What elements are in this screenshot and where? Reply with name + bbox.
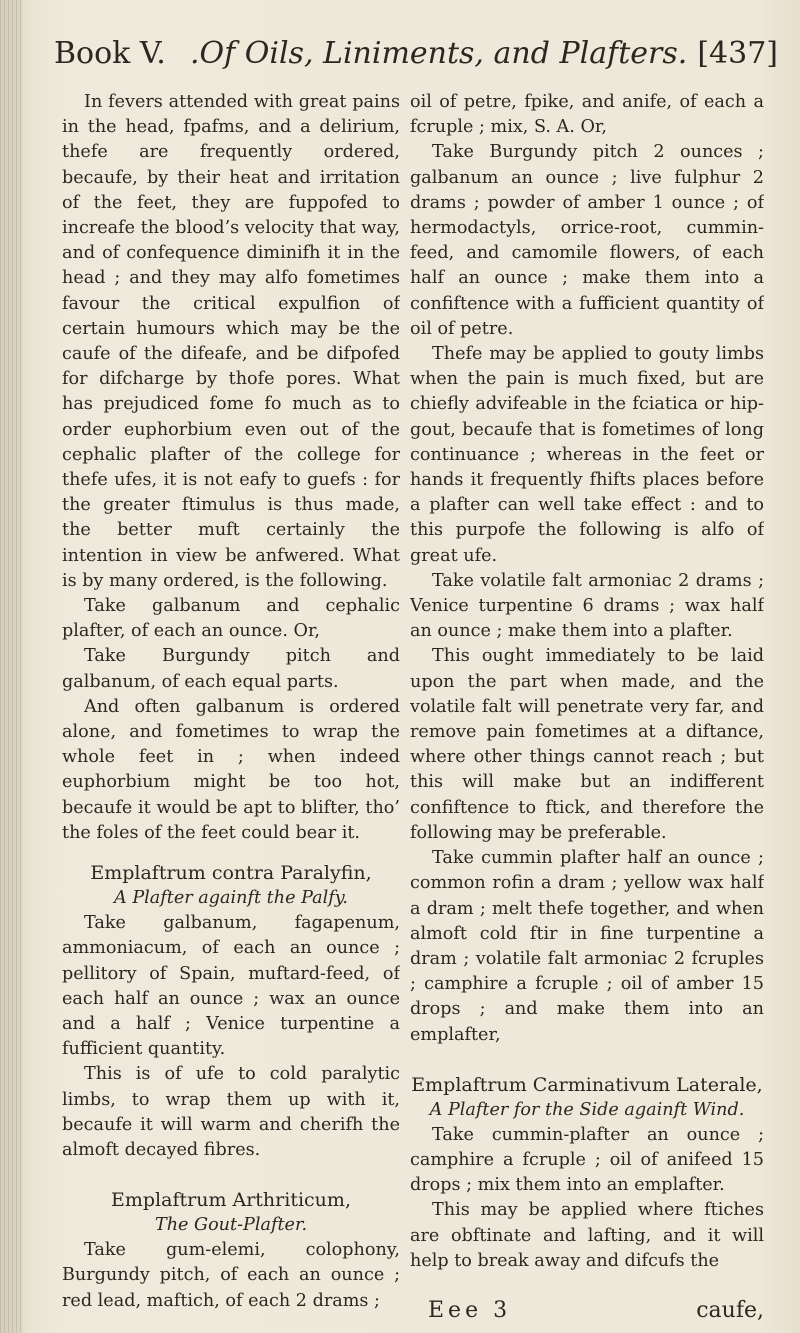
page-gutter-edge bbox=[0, 0, 22, 1333]
book-number: Book V. bbox=[54, 36, 166, 71]
right-column bbox=[410, 90, 764, 1320]
page-number: [437] bbox=[697, 36, 778, 71]
recipe-volatile-salt: Take volatile falt armoniac 2 drams ; Venice turpentine 6 drams ; wax half an ounce ; make them into a plafter. bbox=[410, 570, 764, 642]
recipe-side-plaster: Take cummin-plafter an ounce ; camphire a fcruple ; oil of anifeed 15 drops ; mix them into an emplafter. bbox=[410, 1124, 764, 1196]
left-column bbox=[62, 90, 400, 1320]
heading-carminativum: Emplaftrum Carminativum Laterale, bbox=[411, 1073, 763, 1096]
subheading-palsy-plaster: A Plafter againft the Palfy. bbox=[114, 888, 348, 909]
recipe-continuation: oil of petre, fpike, and anife, of each a fcruple ; mix, S. A. Or, bbox=[410, 92, 764, 138]
recipe-gout-plaster: Take gum-elemi, colophony, Burgundy pitch, of each an ounce ; red lead, maftich, of each 2 drams ; bbox=[62, 1240, 400, 1311]
subheading-gout-plaster: The Gout-Plafter. bbox=[154, 1215, 308, 1236]
running-header bbox=[40, 24, 782, 84]
catchword: caufe, bbox=[696, 1298, 764, 1323]
page-footer bbox=[410, 1296, 764, 1326]
recipe-cummin-plaster: Take cummin plafter half an ounce ; common rofin a dram ; yellow wax half a dram ; melt thefe together, and when almoft cold ftir in fine turpentine a dram ; volatile falt armoniac 2 fcruples ; camphire a fcruple ; oil of amber 15 drops ; and make them into an emplafter, bbox=[410, 848, 764, 1045]
recipe-burgundy-galbanum: Take Burgundy pitch and galbanum, of each equal parts. bbox=[62, 646, 400, 692]
recipe-palsy-plaster: Take galbanum, fagapenum, ammoniacum, of each an ounce ; pellitory of Spain, muftard-feed, of each half an ounce ; wax an ounce and a half ; Venice turpentine a fufficient quantity. bbox=[62, 913, 400, 1060]
heading-arthriticum: Emplaftrum Arthriticum, bbox=[111, 1189, 351, 1212]
recipe-galbanum-cephalic: Take galbanum and cephalic plafter, of each an ounce. Or, bbox=[62, 596, 400, 642]
subheading-side-wind: A Plafter for the Side againft Wind. bbox=[429, 1099, 745, 1120]
heading-contra-paralysin: Emplaftrum contra Paralyfin, bbox=[90, 862, 372, 885]
paragraph-palsy-use: This is of ufe to cold paralytic limbs, to wrap them up with it, becaufe it will warm and cherifh the almoft decayed fibres. bbox=[62, 1064, 400, 1160]
paragraph-gouty-limbs: Thefe may be applied to gouty limbs when the pain is much fixed, but are chiefly advifeable in the fciatica or hip-gout, becaufe that is fometimes of long continuance ; whereas in the feet or hands it frequently fhifts places before a plafter can well take effect : and to this purpofe the following is alfo of great ufe. bbox=[410, 344, 764, 566]
paragraph-stiches: This may be applied where ftiches are obftinate and lafting, and it will help to break away and difcufs the bbox=[410, 1200, 764, 1271]
paragraph-galbanum-alone: And often galbanum is ordered alone, and fometimes to wrap the whole feet in ; when indeed euphorbium might be too hot, becaufe it would be apt to blifter, tho’ the foles of the feet could bear it. bbox=[62, 696, 400, 843]
paragraph-fevers: In fevers attended with great pains in the head, fpafms, and a delirium, thefe are frequently ordered, becaufe, by their heat and irritation of the feet, they are fuppofed to increafe the blood’s velocity that way, and of confequence diminifh it in the head ; and they may alfo fometimes favour the critical expulfion of certain humours which may be the caufe of the difeafe, and be difpofed for difcharge by thofe pores. What has prejudiced fome fo much as to order euphorbium even out of the cephalic plafter of the college for thefe ufes, it is not eafy to guefs : for the greater ftimulus is thus made, the better muft certainly the intention in view be anfwered. What is by many ordered, is the following. bbox=[62, 92, 400, 591]
running-title: .Of Oils, Liniments, and Plafters. bbox=[190, 36, 688, 71]
recipe-burgundy-pitch: Take Burgundy pitch 2 ounces ; galbanum an ounce ; live fulphur 2 drams ; powder of amber 1 ounce ; of hermodactyls, orrice-root, cummin-feed, and camomile flowers, of each half an ounce ; make them into a confiftence with a fufficient quantity of oil of petre. bbox=[410, 142, 764, 339]
signature-mark: Eee 3 bbox=[428, 1298, 512, 1323]
paragraph-laid-upon-part: This ought immediately to be laid upon the part when made, and the volatile falt will penetrate very far, and remove pain fometimes at a diftance, where other things cannot reach ; but this will make but an indifferent confiftence to ftick, and therefore the following may be preferable. bbox=[410, 646, 764, 843]
